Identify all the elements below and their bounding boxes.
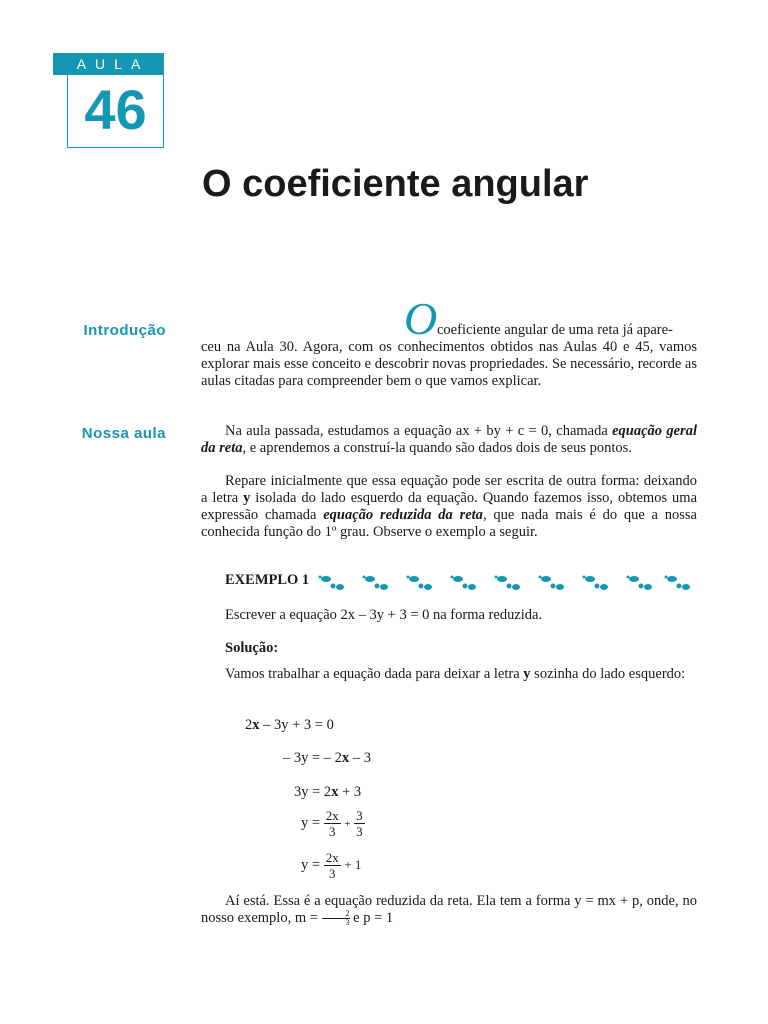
drop-cap: O xyxy=(404,293,438,344)
fraction: $\frac{2x}{3}$ xyxy=(325,850,339,881)
example-heading: EXEMPLO 1 xyxy=(225,572,310,588)
math-line-1: 2x – 3y + 3 = 0 xyxy=(245,717,334,733)
conclusion-text-a: Aí está. Essa é a equação reduzida da reta. Ela tem a forma y = mx + p, onde, no nosso exemplo, m = xyxy=(201,893,697,926)
section-label-nossa-aula: Nossa aula xyxy=(81,425,166,442)
math-line-5: y = $\frac{2x}{3}$ + 1 xyxy=(301,850,362,881)
intro-first-line: coeficiente angular de uma reta já apare- xyxy=(437,322,673,338)
intro-paragraph: ceu na Aula 30. Agora, com os conhecimentos obtidos nas Aulas 40 e 45, vamos explorar mais esse conceito e descobrir novas propriedades. Se necessário, recorde as aulas citadas para compreender bem o que vamos explicar. xyxy=(201,339,697,389)
page-title: O coeficiente angular xyxy=(202,163,589,205)
para1-text-a: Na aula passada, estudamos a equação ax + by + c = 0, chamada xyxy=(225,423,613,439)
work-text-b: sozinha do lado esquerdo: xyxy=(530,666,686,682)
para2-text-b: isolada do lado esquerdo da equação. Quando fazemos isso, obtemos uma expressão chamada xyxy=(201,490,698,523)
para2-text-a: Repare inicialmente que essa equação pode ser escrita de outra forma: deixando a letra xyxy=(201,473,697,506)
conclusion-paragraph xyxy=(201,893,697,927)
lesson-number: 46 xyxy=(67,75,164,148)
para2-emphasis: equação reduzida da reta xyxy=(323,507,483,523)
lesson-badge xyxy=(53,53,164,148)
solution-label: Solução: xyxy=(225,640,279,656)
paragraph-equacao-geral xyxy=(201,423,697,457)
solution-text xyxy=(201,666,697,683)
para2-bold: y xyxy=(243,490,251,506)
para1-emphasis: equação geral da reta xyxy=(201,423,697,456)
fraction: $\frac{2x}{3}$ xyxy=(325,808,339,839)
section-label-introducao: Introdução xyxy=(83,322,166,339)
footprints-decoration xyxy=(318,571,698,593)
math-line-2: – 3y = – 2x – 3 xyxy=(283,750,371,766)
work-text-a: Vamos trabalhar a equação dada para deixar a letra xyxy=(225,666,524,682)
example-statement: Escrever a equação 2x – 3y + 3 = 0 na forma reduzida. xyxy=(225,607,543,623)
math-line-4: y = $\frac{2x}{3}$ + $\frac{3}{3}$ xyxy=(301,808,363,839)
lesson-label: AULA xyxy=(53,53,164,75)
work-bold: y xyxy=(523,666,531,682)
conclusion-text-b: e p = 1 xyxy=(349,910,394,926)
para2-text-c: , que nada mais é do que a nossa conhecida função do 1º grau. Observe o exemplo a seguir. xyxy=(201,507,697,540)
para1-text-b: , e aprendemos a construí-la quando são dados dois de seus pontos. xyxy=(242,440,632,456)
paragraph-equacao-reduzida xyxy=(201,473,697,541)
fraction: $\frac{3}{3}$ xyxy=(356,808,363,839)
slope-fraction: $\frac{2}{3}$ xyxy=(322,910,350,927)
math-line-3: 3y = 2x + 3 xyxy=(294,784,362,800)
